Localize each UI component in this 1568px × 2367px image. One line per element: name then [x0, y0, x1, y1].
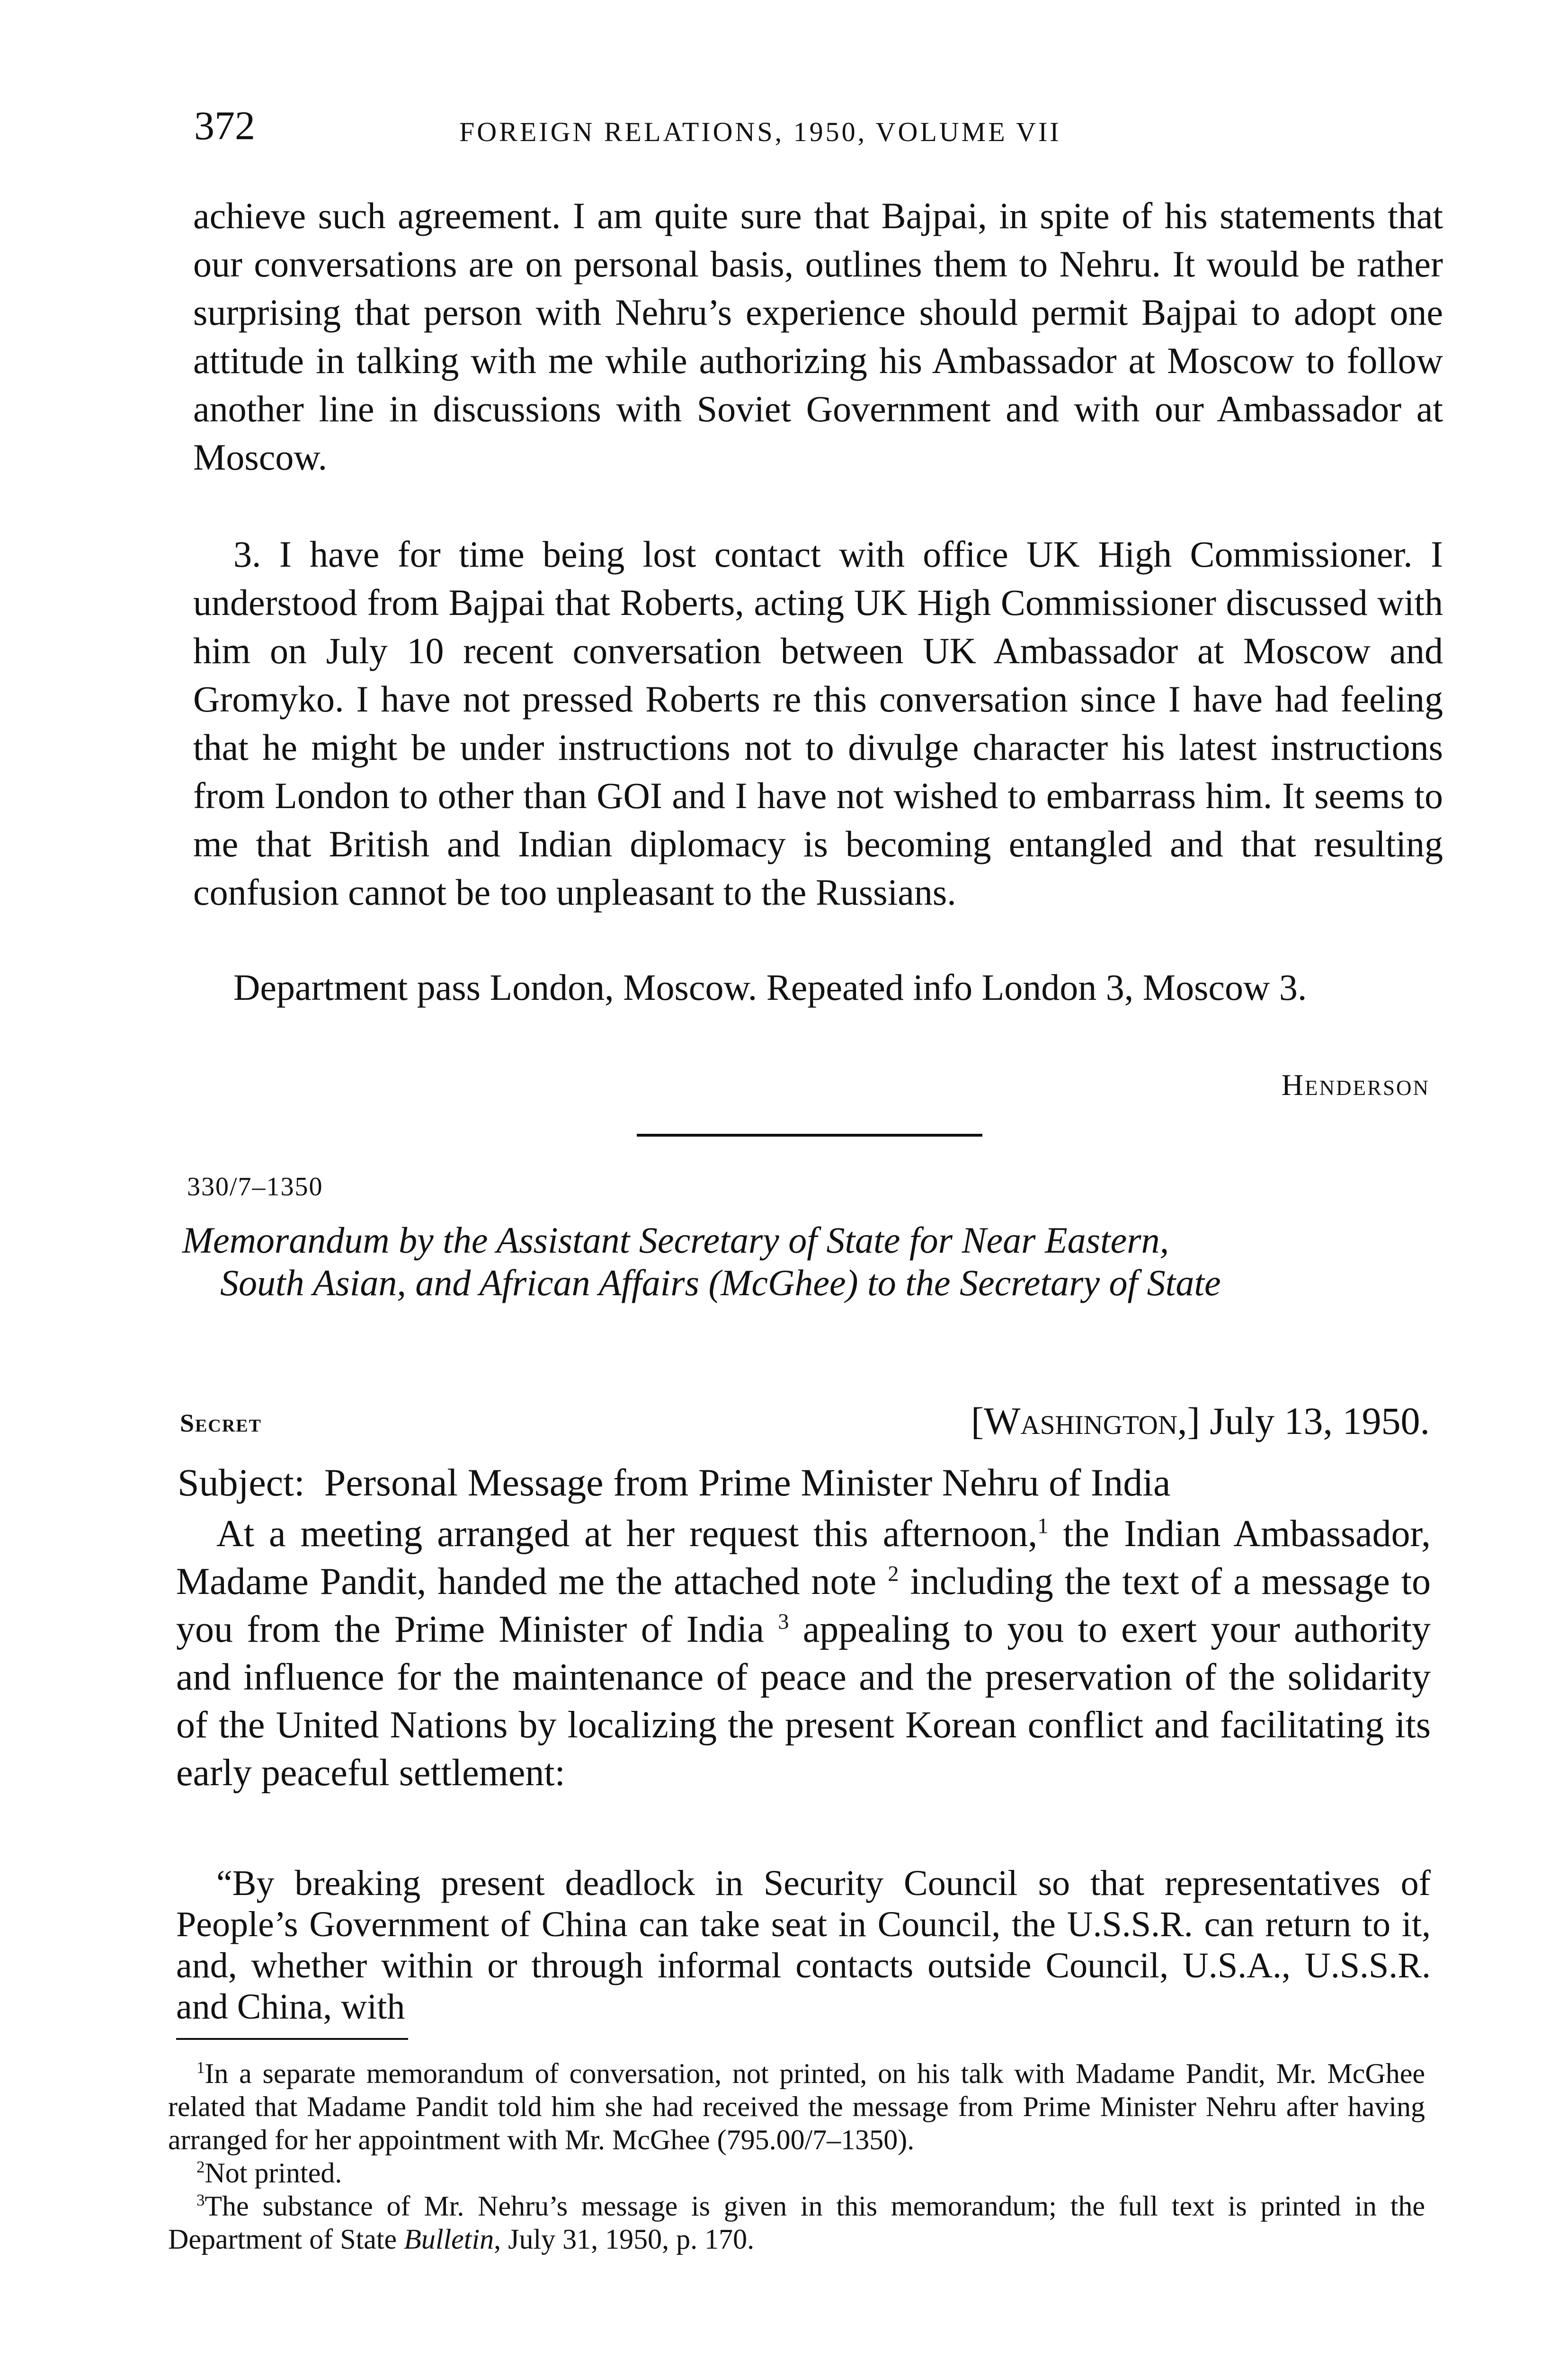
- telegram-paragraph-3: 3. I have for time being lost contact with office UK High Commissioner. I understood from Bajpai that Roberts, acting UK High Commissioner discussed with him on July 10 recent conversation between UK Ambassador at Moscow and Gromyko. I have not pressed Roberts re this conversation since I have had feeling that he might be under instructions not to divulge character his latest instructions from London to other than GOI and I have not wished to embarrass him. It seems to me that British and Indian diplomacy is becoming entangled and that resulting confusion cannot be too unpleasant to the Russians.: [193, 534, 1443, 913]
- quoted-message: “By breaking present deadlock in Security Council so that representatives of People’s Government of China can take seat in Council, the U.S.S.R. can return to it, and, whether within or through informal contacts outside Council, U.S.A., U.S.S.R. and China, with: [176, 1863, 1431, 2027]
- footnote-ref-2: 2: [888, 1562, 899, 1586]
- footnote-publication-title: Bulletin: [404, 2224, 494, 2255]
- signature: Henderson: [1281, 1068, 1430, 1102]
- subject-label: Subject:: [178, 1461, 305, 1504]
- section-divider: [637, 1134, 982, 1137]
- body-segment: At a meeting arranged at her request this afternoon,: [216, 1513, 1038, 1555]
- memorandum-body-paragraph: [176, 1510, 1431, 1797]
- footnotes: [168, 2057, 1425, 2256]
- document-title: [182, 1219, 1437, 1304]
- body-segment: the Indian Ambassador, Madame Pandit, handed me the attached note: [176, 1513, 1431, 1602]
- subject-line: [178, 1460, 1432, 1505]
- footnote-text: The substance of Mr. Nehru’s message is given in this memorandum; the full text is printed in the Department of State: [168, 2190, 1425, 2255]
- page-header: [194, 102, 1444, 159]
- footnote-text: In a separate memorandum of conversation, not printed, on his talk with Madame Pandit, Mr. McGhee related that Madame Pandit told him she had received the message from Prime Minister Nehru after having arranged for her appointment with Mr. McGhee (795.00/7–1350).: [168, 2058, 1425, 2155]
- body-segment: appealing to you to exert your authority and influence for the maintenance of peace and the preservation of the solidarity of the United Nations by localizing the present Korean conflict and facilitating its early peaceful settlement:: [176, 1609, 1431, 1794]
- dateline: [881, 1399, 1430, 1443]
- dateline-date: July 13, 1950.: [1210, 1399, 1430, 1442]
- telegram-paragraph-continued: achieve such agreement. I am quite sure that Bajpai, in spite of his statements that our conversations are on personal basis, outlines them to Nehru. It would be rather surprising that person with Nehru’s experience should permit Bajpai to adopt one attitude in talking with me while authorizing his Ambassador at Moscow to follow another line in discussions with Soviet Government and with our Ambassador at Moscow.: [193, 195, 1443, 478]
- footnote-marker: 3: [196, 2191, 205, 2209]
- footnote-ref-3: 3: [778, 1610, 789, 1634]
- footnote-ref-1: 1: [1037, 1514, 1049, 1539]
- page-number: 372: [194, 103, 255, 148]
- telegram-routing-paragraph: Department pass London, Moscow. Repeated info London 3, Moscow 3.: [233, 967, 1307, 1008]
- footnote-marker: 2: [196, 2158, 205, 2176]
- file-number: 330/7–1350: [187, 1172, 323, 1201]
- document-title-line-2: South Asian, and African Affairs (McGhee) to the Secretary of State: [220, 1262, 1221, 1303]
- footnote-2: [168, 2156, 1425, 2189]
- subject-text: Personal Message from Prime Minister Nehru of India: [324, 1461, 1171, 1504]
- document-title-line-1: Memorandum by the Assistant Secretary of State for Near Eastern,: [182, 1219, 1169, 1261]
- footnote-marker: 1: [196, 2058, 205, 2077]
- dateline-place: [Washington,]: [971, 1399, 1200, 1442]
- footnote-1: [168, 2057, 1425, 2156]
- body-segment: including the text of a message to you from the Prime Minister of India: [176, 1561, 1431, 1650]
- running-head: FOREIGN RELATIONS, 1950, VOLUME VII: [459, 116, 1061, 147]
- footnote-rule: [176, 2038, 408, 2040]
- classification-marking: Secret: [180, 1409, 262, 1437]
- footnote-3: [168, 2189, 1425, 2256]
- footnote-text: , July 31, 1950, p. 170.: [494, 2224, 755, 2255]
- footnote-text: Not printed.: [205, 2157, 342, 2189]
